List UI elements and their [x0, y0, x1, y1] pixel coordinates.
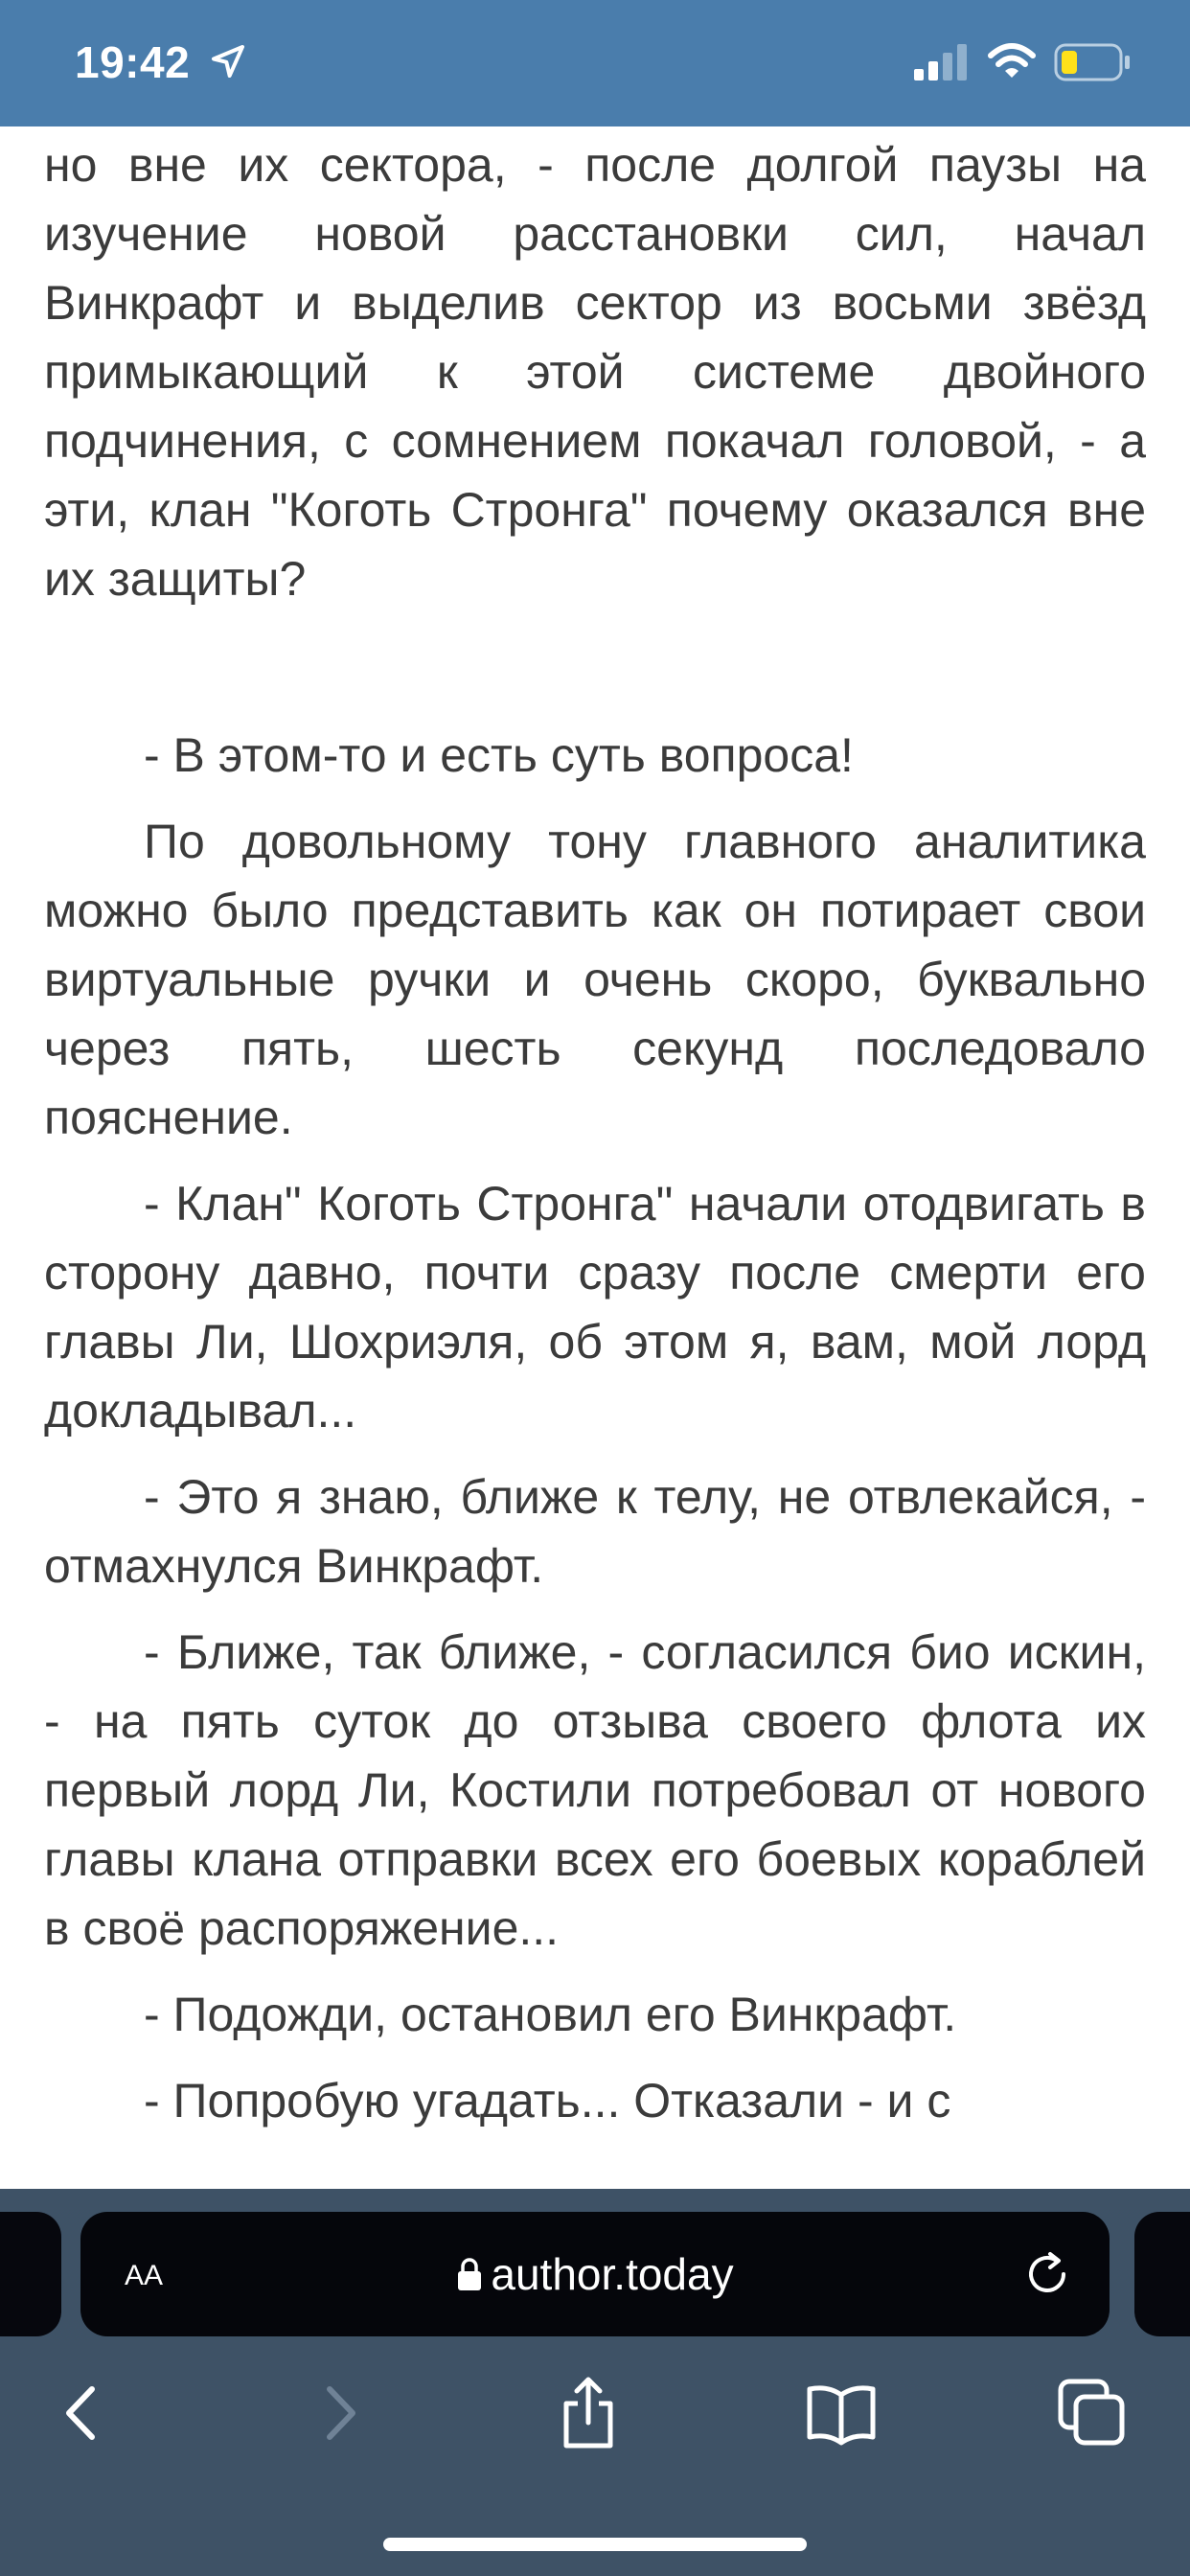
status-bar: [0, 0, 1190, 126]
wifi-icon: [987, 42, 1037, 80]
back-button[interactable]: [34, 2365, 130, 2461]
status-time: 19:42: [75, 37, 191, 87]
tabs-button[interactable]: [1044, 2365, 1140, 2461]
battery-low-icon: [1054, 42, 1131, 82]
navigation-row: [0, 2365, 1190, 2461]
paragraph: - В этом-то и есть суть вопроса!: [144, 728, 854, 782]
cellular-signal-icon: [914, 44, 970, 80]
paragraph: - Попробую угадать... Отказали - и с: [144, 2074, 951, 2128]
reload-icon[interactable]: [1021, 2248, 1073, 2300]
paragraph: - Ближе, так ближе, - согласился био искин, - на пять суток до отзыва своего флота их первый лорд Ли, Костили потребовал от нового главы клана отправки всех его боевых кораблей в своё распоряжение...: [44, 1625, 1146, 1955]
share-icon: [555, 2375, 622, 2451]
paragraph: но вне их сектора, - после долгой паузы на изучение новой расстановки сил, начал Винкрафт и выделив сектор из восьми звёзд примыкающий к этой системе двойного подчинения, с сомнением покачал головой, - а эти, клан "Коготь Стронга" почему оказался вне их защиты?: [44, 138, 1146, 606]
article-text: [44, 126, 1146, 2187]
text-size-button[interactable]: [125, 2248, 163, 2294]
tabs-icon: [1057, 2378, 1128, 2449]
paragraph: - Это я знаю, ближе к телу, не отвлекайся, - отмахнулся Винкрафт.: [44, 1470, 1146, 1593]
forward-button[interactable]: [291, 2365, 387, 2461]
back-chevron-icon: [54, 2380, 111, 2447]
paragraph: - Подожди, остановил его Винкрафт.: [144, 1988, 957, 2041]
share-button[interactable]: [540, 2365, 636, 2461]
paragraph: - Клан" Коготь Стронга" начали отодвигать в сторону давно, почти сразу после смерти его главы Ли, Шохриэля, об этом я, вам, мой лорд докладывал...: [44, 1177, 1146, 1438]
url-display: [80, 2212, 1110, 2336]
bookmarks-book-icon: [805, 2380, 878, 2447]
bookmarks-button[interactable]: [793, 2365, 889, 2461]
address-bar[interactable]: [80, 2212, 1110, 2336]
forward-chevron-icon: [310, 2380, 368, 2447]
next-tab-card[interactable]: [1134, 2212, 1190, 2336]
url-text: author.today: [491, 2249, 734, 2299]
location-arrow-icon: [209, 42, 247, 80]
home-indicator[interactable]: [383, 2538, 807, 2551]
paragraph: По довольному тону главного аналитика можно было представить как он потирает свои виртуальные ручки и очень скоро, буквально через пять, шесть секунд последовало пояснение.: [44, 815, 1146, 1144]
lock-icon: [456, 2256, 483, 2292]
text-size-label: AA: [125, 2260, 164, 2291]
browser-toolbar: [0, 2189, 1190, 2576]
previous-tab-card[interactable]: [0, 2212, 61, 2336]
